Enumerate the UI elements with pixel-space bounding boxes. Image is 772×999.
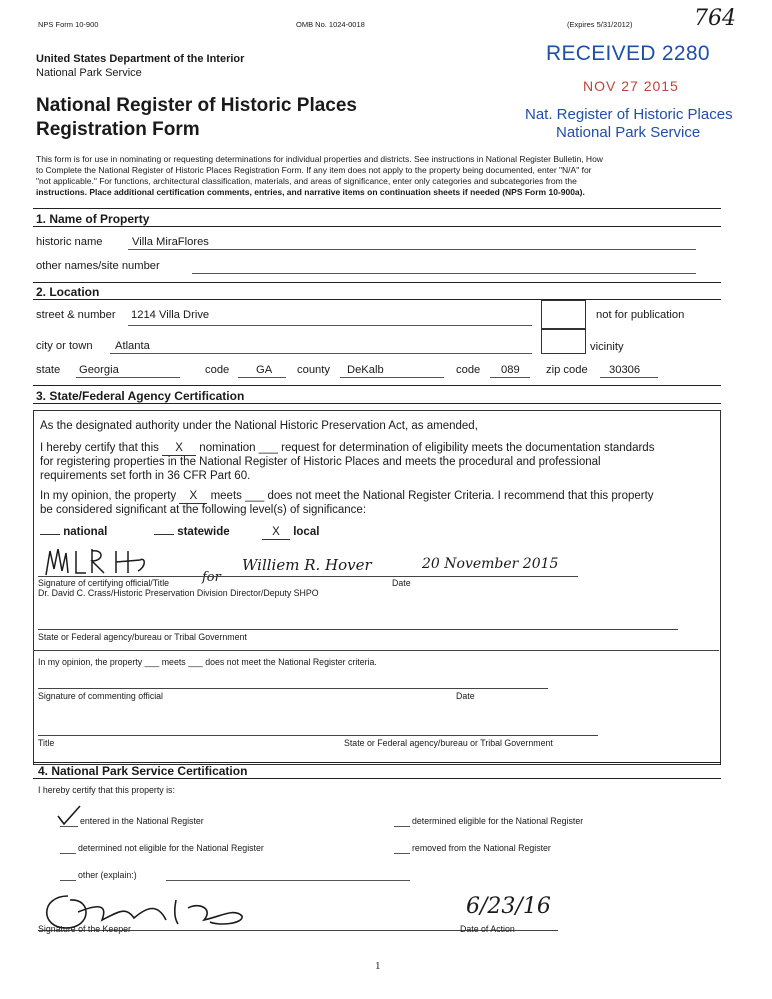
keeper-signature-label: Signature of the Keeper	[38, 924, 131, 934]
section2-heading: 2. Location	[36, 285, 100, 299]
section3-heading: 3. State/Federal Agency Certification	[36, 389, 245, 403]
instructions-line: This form is for use in nominating or requesting determinations for individual properties and districts. See instructions in National Register Bulletin, How	[36, 154, 603, 164]
received-date-stamp: NOV 27 2015	[583, 78, 679, 94]
county-code-label: code	[456, 364, 481, 376]
department-name: United States Department of the Interior	[36, 53, 245, 65]
opinion-commenting-text: In my opinion, the property ___ meets ___ does not meet the National Register criteria.	[38, 657, 377, 667]
agency-line	[38, 629, 678, 630]
certify-paragraph-line1	[40, 442, 654, 456]
divider	[33, 208, 721, 209]
check-line	[60, 826, 78, 827]
historic-name-label: historic name	[36, 236, 103, 248]
form-title-line2: Registration Form	[36, 119, 200, 140]
checkmark-icon	[56, 804, 82, 828]
street-label: street & number	[36, 309, 116, 321]
nomination-mark[interactable]: X	[162, 442, 196, 456]
level-national[interactable]	[40, 526, 107, 539]
state-code-label: code	[205, 364, 230, 376]
form-number: NPS Form 10-900	[38, 20, 99, 29]
omb-number: OMB No. 1024-0018	[296, 20, 365, 29]
county-label: county	[297, 364, 330, 376]
commenting-signature-label: Signature of commenting official	[38, 691, 164, 701]
instructions-line: instructions. Place additional certification comments, entries, and narrative items on continuation sheets if needed (NPS Form 10-900a).	[36, 187, 585, 197]
vicinity-checkbox[interactable]	[541, 328, 586, 354]
date-label: Date	[392, 578, 411, 588]
instructions	[36, 154, 736, 198]
city-label: city or town	[36, 340, 93, 352]
certify-paragraph-line3: requirements set forth in 36 CFR Part 60.	[40, 470, 251, 482]
check-line	[394, 826, 410, 827]
zip-label: zip code	[546, 364, 588, 376]
opinion-line2: be considered significant at the following level(s) of significance:	[40, 504, 367, 516]
instructions-line: "not applicable." For functions, architectural classification, materials, and areas of significance, enter only categories and subcategories from the	[36, 176, 577, 186]
check-line	[60, 880, 76, 881]
street-value[interactable]: 1214 Villa Drive	[131, 309, 210, 321]
action-date-handwritten: 6/23/16	[466, 894, 551, 919]
level-statewide-label: statewide	[177, 526, 230, 538]
meets-mark[interactable]: X	[179, 490, 207, 504]
state-label: state	[36, 364, 61, 376]
agency-label: State or Federal agency/bureau or Tribal Government	[38, 632, 247, 642]
state-code-value[interactable]: GA	[256, 364, 273, 376]
section1-heading: 1. Name of Property	[36, 212, 150, 226]
option-removed[interactable]: removed from the National Register	[412, 843, 551, 853]
date-label: Date	[456, 691, 475, 701]
check-line	[394, 853, 410, 854]
opinion-line1	[40, 490, 654, 504]
signature-label: Signature of certifying official/Title	[38, 578, 170, 588]
divider	[33, 226, 721, 227]
stamp-service-name: National Park Service	[556, 124, 701, 141]
certify-authority-text: As the designated authority under the National Historic Preservation Act, as amended,	[40, 420, 478, 432]
field-line	[128, 249, 696, 250]
keeper-certify-text: I hereby certify that this property is:	[38, 785, 175, 795]
vicinity-label: vicinity	[590, 341, 624, 353]
state-value[interactable]: Georgia	[79, 364, 119, 376]
agency-label: State or Federal agency/bureau or Tribal Government	[344, 738, 553, 748]
historic-name-value[interactable]: Villa MiraFlores	[132, 236, 209, 248]
option-other[interactable]: other (explain:)	[78, 870, 137, 880]
signature-line	[38, 576, 578, 577]
other-names-label: other names/site number	[36, 260, 160, 272]
county-value[interactable]: DeKalb	[347, 364, 384, 376]
divider	[33, 650, 719, 651]
check-line	[60, 853, 76, 854]
certifying-signature-name: Williem R. Hover	[242, 556, 372, 574]
certifying-signature-scribble	[42, 545, 172, 579]
not-for-publication-checkbox[interactable]	[541, 300, 586, 330]
city-value[interactable]: Atlanta	[115, 340, 150, 352]
explain-line	[166, 880, 410, 881]
instructions-line: to Complete the National Register of Historic Places Registration Form. If any item does not apply to the property being documented, enter "N/A" for	[36, 165, 592, 175]
level-statewide[interactable]	[154, 526, 230, 539]
certify-text: I hereby certify that this	[40, 442, 159, 454]
form-title-line1: National Register of Historic Places	[36, 95, 357, 116]
field-line	[76, 377, 180, 378]
official-name: Dr. David C. Crass/Historic Preservation Division Director/Deputy SHPO	[38, 588, 319, 598]
date-of-action-label: Date of Action	[460, 924, 515, 934]
field-line	[238, 377, 286, 378]
divider	[33, 299, 721, 300]
level-local-label: local	[293, 526, 320, 538]
field-line	[128, 325, 532, 326]
field-line	[110, 353, 532, 354]
zip-value[interactable]: 30306	[609, 364, 641, 376]
service-name: National Park Service	[36, 67, 142, 79]
not-for-publication-label: not for publication	[596, 309, 685, 321]
title-label: Title	[38, 738, 55, 748]
opinion-text: meets ___ does not meet the National Register Criteria. I recommend that this property	[210, 490, 654, 502]
signature-line	[38, 688, 548, 689]
option-entered[interactable]: entered in the National Register	[80, 816, 204, 826]
stamp-register-name: Nat. Register of Historic Places	[525, 106, 733, 123]
title-line	[38, 735, 598, 736]
certify-paragraph-line2: for registering properties in the National Register of Historic Places and meets the procedural and professional	[40, 456, 601, 468]
received-stamp: RECEIVED 2280	[546, 42, 710, 65]
level-national-label: national	[63, 526, 108, 538]
field-line	[490, 377, 530, 378]
option-determined-not-eligible[interactable]: determined not eligible for the National Register	[78, 843, 264, 853]
signature-for: for	[202, 570, 221, 585]
field-line	[192, 273, 696, 274]
field-line	[600, 377, 658, 378]
divider	[33, 403, 721, 404]
expires-text: (Expires 5/31/2012)	[567, 20, 633, 29]
certification-date-handwritten: 20 November 2015	[422, 556, 559, 572]
field-line	[340, 377, 444, 378]
county-code-value[interactable]: 089	[501, 364, 520, 376]
divider	[33, 282, 721, 283]
certify-text: nomination ___ request for determination of eligibility meets the documentation standards	[199, 442, 655, 454]
divider	[33, 762, 721, 763]
handwritten-page-number: 764	[694, 6, 736, 31]
opinion-text: In my opinion, the property	[40, 490, 177, 502]
option-determined-eligible[interactable]: determined eligible for the National Register	[412, 816, 584, 826]
page-number: 1	[375, 960, 381, 972]
section4-heading: 4. National Park Service Certification	[38, 764, 248, 778]
level-local-mark: X	[262, 526, 290, 540]
level-local[interactable]	[262, 526, 319, 540]
divider	[33, 778, 721, 779]
divider	[33, 385, 721, 386]
